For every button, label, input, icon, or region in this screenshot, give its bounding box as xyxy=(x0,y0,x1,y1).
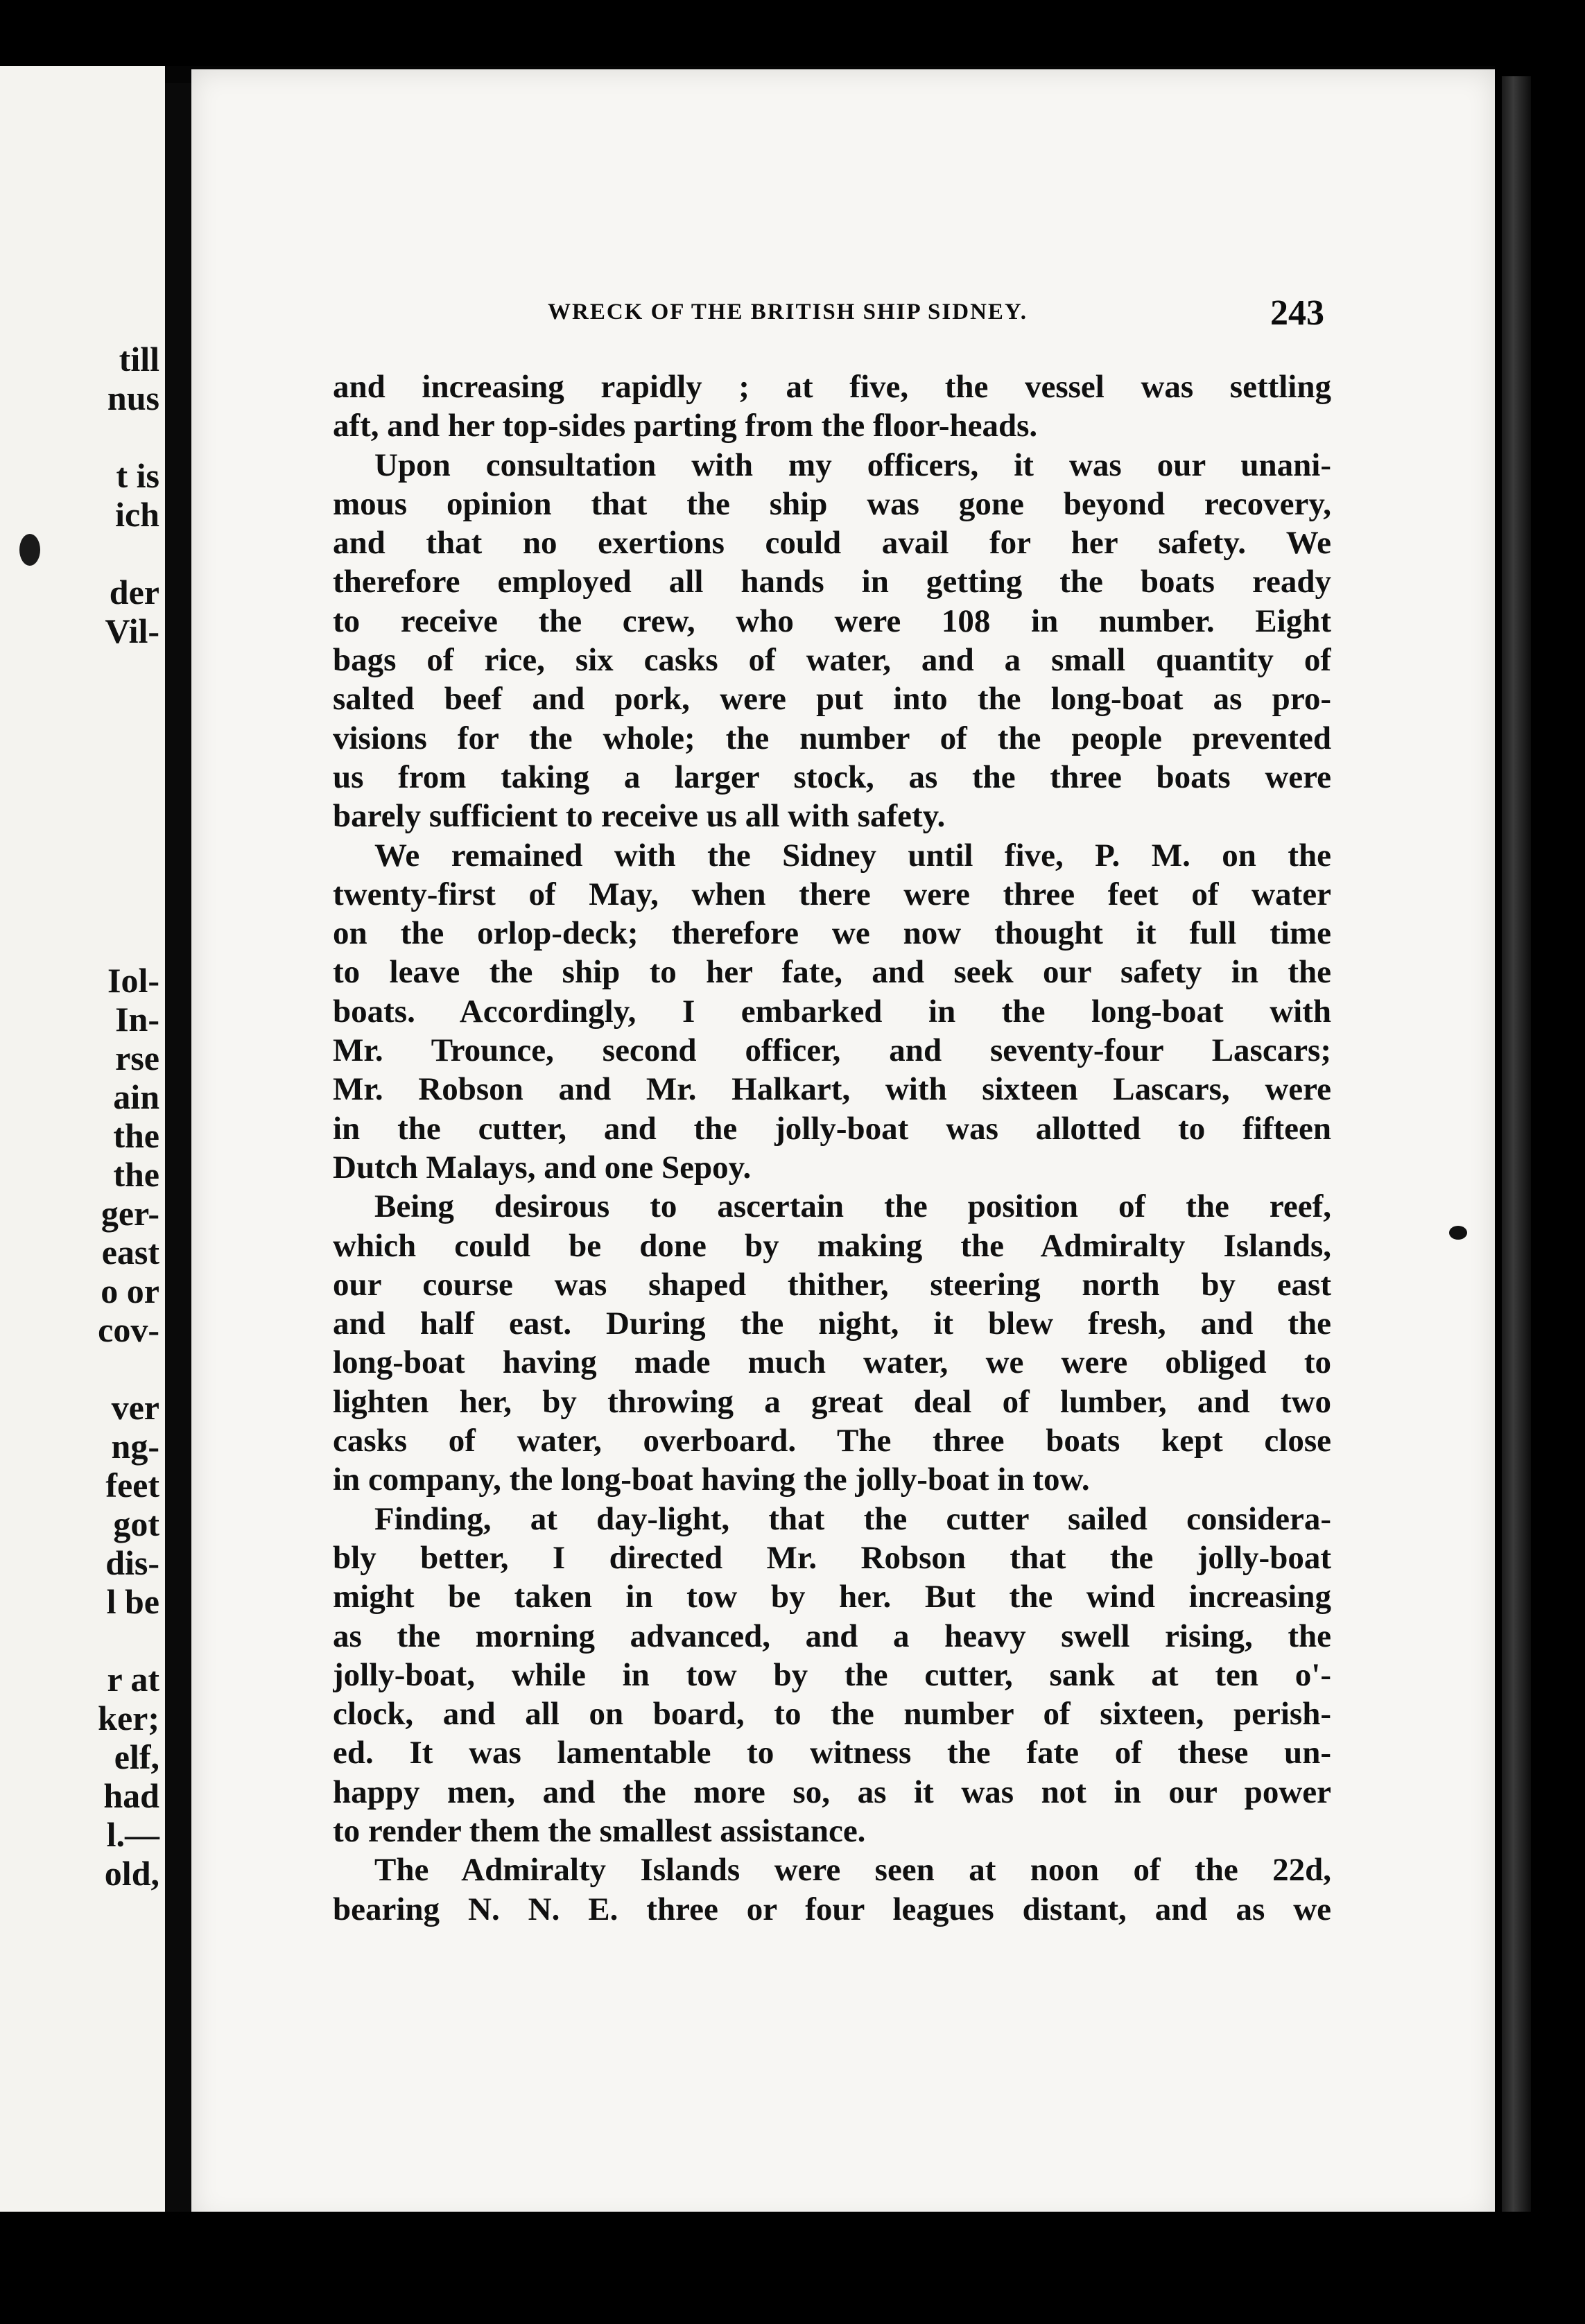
text-line: our course was shaped thither, steering north by east xyxy=(333,1266,1331,1303)
text-line: to receive the crew, who were 108 in number. Eight xyxy=(333,602,1331,639)
facing-page-line: dis- xyxy=(105,1543,159,1582)
facing-page-line xyxy=(0,844,159,883)
facing-page-line xyxy=(0,417,159,456)
facing-page-line: r at xyxy=(107,1660,159,1699)
text-line: as the morning advanced, and a heavy swell rising, the xyxy=(333,1618,1331,1654)
text-line: therefore employed all hands in getting the boats ready xyxy=(333,564,1331,600)
text-line: barely sufficient to receive us all with safety. xyxy=(333,798,946,835)
running-header: WRECK OF THE BRITISH SHIP SIDNEY. xyxy=(548,300,1028,324)
scan-top-border xyxy=(0,0,1585,66)
text-line: might be taken in tow by her. But the wind increasing xyxy=(333,1579,1331,1615)
facing-page-line xyxy=(0,806,159,844)
ink-blot-mark xyxy=(19,534,40,566)
facing-page-line xyxy=(0,883,159,922)
facing-page-line: cov- xyxy=(98,1310,159,1349)
facing-page-line: nus xyxy=(107,379,159,417)
facing-page-line: old, xyxy=(104,1854,159,1893)
facing-page-line xyxy=(0,767,159,806)
facing-page-line: ker; xyxy=(98,1699,159,1737)
text-line: long-boat having made much water, we were obliged to xyxy=(333,1344,1331,1381)
text-line: The Admiralty Islands were seen at noon of the 22d, xyxy=(374,1852,1331,1889)
text-line: which could be done by making the Admiralty Islands, xyxy=(333,1227,1331,1264)
ink-blot-mark xyxy=(1449,1226,1467,1240)
text-line: aft, and her top-sides parting from the floor-heads. xyxy=(333,408,1038,444)
facing-page-line: Iol- xyxy=(107,961,159,1000)
facing-page-line: l be xyxy=(106,1582,159,1621)
scan-right-border xyxy=(1495,62,1585,2324)
text-line: and that no exertions could avail for her safety. We xyxy=(333,525,1331,562)
text-line: salted beef and pork, were put into the long-boat as pro- xyxy=(333,681,1331,718)
text-line: bags of rice, six casks of water, and a small quantity of xyxy=(333,642,1331,679)
facing-page-line: east xyxy=(101,1233,159,1272)
text-line: bly better, I directed Mr. Robson that the jolly-boat xyxy=(333,1539,1331,1576)
facing-page-line: Vil- xyxy=(105,612,159,650)
text-line: boats. Accordingly, I embarked in the long-boat with xyxy=(333,993,1331,1030)
text-line: in the cutter, and the jolly-boat was allotted to fifteen xyxy=(333,1110,1331,1147)
text-line: Dutch Malays, and one Sepoy. xyxy=(333,1149,752,1186)
facing-page-line: o or xyxy=(101,1272,159,1310)
facing-page-line: ng- xyxy=(111,1427,159,1466)
text-line: Finding, at day-light, that the cutter sailed considera- xyxy=(374,1500,1331,1537)
facing-page-line: der xyxy=(109,573,159,612)
facing-page-line: rse xyxy=(115,1039,159,1077)
facing-page-line xyxy=(0,1349,159,1388)
facing-page-line: elf, xyxy=(114,1737,159,1776)
text-line: Upon consultation with my officers, it was our unani- xyxy=(374,446,1331,483)
facing-page-line: ain xyxy=(113,1077,159,1116)
text-line: to render them the smallest assistance. xyxy=(333,1812,866,1849)
facing-page-line: ver xyxy=(111,1388,159,1427)
facing-page-line: ger- xyxy=(101,1194,159,1233)
facing-page-line xyxy=(0,922,159,961)
facing-page-line: the xyxy=(113,1155,159,1194)
scan-bottom-border xyxy=(0,2212,1585,2324)
text-line: clock, and all on board, to the number of sixteen, perish- xyxy=(333,1696,1331,1733)
text-line: to leave the ship to her fate, and seek our safety in the xyxy=(333,954,1331,991)
facing-page-line xyxy=(0,689,159,728)
facing-page-line xyxy=(0,728,159,767)
text-line: and half east. During the night, it blew fresh, and the xyxy=(333,1306,1331,1342)
facing-page-line: t is xyxy=(116,456,159,495)
text-line: bearing N. N. E. three or four leagues distant, and as we xyxy=(333,1891,1331,1927)
text-line: We remained with the Sidney until five, P. M. on the xyxy=(374,837,1331,874)
text-line: us from taking a larger stock, as the three boats were xyxy=(333,758,1331,795)
facing-page-line: got xyxy=(113,1504,159,1543)
facing-page-line xyxy=(0,650,159,689)
text-line: twenty-first of May, when there were three feet of water xyxy=(333,876,1331,912)
facing-page-line: ich xyxy=(115,495,159,534)
text-line: happy men, and the more so, as it was not in our power xyxy=(333,1774,1331,1810)
facing-page-line: till xyxy=(119,340,159,379)
text-line: casks of water, overboard. The three boats kept close xyxy=(333,1423,1331,1459)
text-line: Mr. Robson and Mr. Halkart, with sixteen Lascars, were xyxy=(333,1071,1331,1108)
facing-page-fragment xyxy=(0,66,165,2212)
body-text xyxy=(333,367,1331,1929)
facing-page-line: In- xyxy=(115,1000,159,1039)
facing-page-line: the xyxy=(113,1116,159,1155)
page-edge-strip xyxy=(1502,76,1531,2239)
page-number: 243 xyxy=(1270,293,1324,333)
text-line: Being desirous to ascertain the position of the reef, xyxy=(374,1188,1331,1225)
facing-page-text xyxy=(0,340,159,1893)
text-line: jolly-boat, while in tow by the cutter, sank at ten o'- xyxy=(333,1656,1331,1693)
text-line: ed. It was lamentable to witness the fate of these un- xyxy=(333,1735,1331,1771)
text-line: in company, the long-boat having the jolly-boat in tow. xyxy=(333,1462,1090,1498)
facing-page-line xyxy=(0,1621,159,1660)
facing-page-line: l.— xyxy=(106,1815,159,1854)
text-line: Mr. Trounce, second officer, and seventy-four Lascars; xyxy=(333,1032,1331,1069)
text-line: on the orlop-deck; therefore we now thought it full time xyxy=(333,915,1331,952)
text-line: visions for the whole; the number of the people prevented xyxy=(333,720,1331,756)
text-line: lighten her, by throwing a great deal of lumber, and two xyxy=(333,1383,1331,1420)
facing-page-line: had xyxy=(103,1776,159,1815)
text-line: and increasing rapidly ; at five, the vessel was settling xyxy=(333,369,1331,405)
facing-page-line: feet xyxy=(105,1466,159,1504)
text-line: mous opinion that the ship was gone beyond recovery, xyxy=(333,485,1331,522)
